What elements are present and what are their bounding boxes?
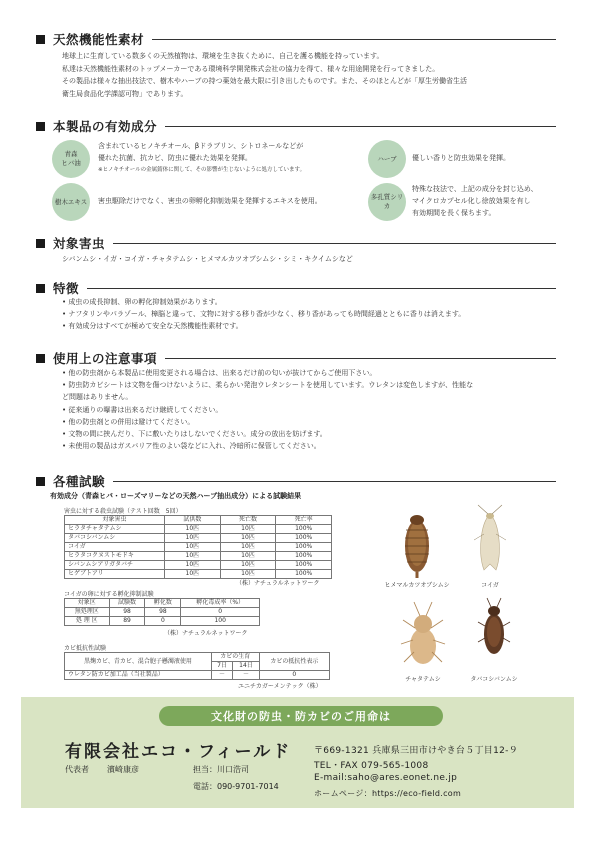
ingredient-desc-herb — [412, 152, 510, 164]
list-item: • 他の防虫剤から本製品に使用変更される場合は、出来るだけ前の匂いが抜けてからご使用下さい。 — [62, 367, 473, 379]
table-cell: 10匹 — [165, 561, 221, 570]
badge-label: ヒバ油 — [61, 159, 81, 167]
ingredient-badge-hiba — [52, 140, 90, 178]
section-title: 対象害虫 — [53, 236, 106, 251]
heading-rule — [152, 39, 556, 40]
section-tests-heading — [36, 472, 556, 490]
column-header: 孵化毒成率（%） — [181, 599, 260, 608]
continued-text: ど問題はありません。 — [62, 393, 133, 402]
contact-person: 担当：川口浩司 — [193, 765, 249, 774]
egg-test-source: （株）ナチュラルネットワーク — [164, 630, 248, 637]
table-cell: 100% — [276, 561, 332, 570]
table-row — [65, 561, 332, 570]
company-name: 有限会社エコ・フィールド — [65, 742, 292, 762]
column-header: カビの生育 — [211, 653, 259, 662]
ingredient-badge-silica — [368, 183, 406, 221]
section-ingredients-heading — [36, 117, 556, 135]
table-cell: シバンムシアリガタバチ — [65, 561, 165, 570]
table-cell: 100% — [276, 543, 332, 552]
pests-text — [62, 253, 353, 266]
desc-line: 特殊な技法で、上記の成分を封じ込め、 — [412, 185, 538, 193]
tests-subtitle: 有効成分（青森ヒバ・ローズマリーなどの天然ハーブ抽出成分）による試験結果 — [50, 492, 302, 500]
desc-line: マイクロカプセル化し徐放効果を有し — [412, 197, 531, 205]
table-cell: 0 — [259, 671, 329, 680]
list-item: • 有効成分はすべてが極めて安全な天然機能性素材です。 — [62, 320, 465, 332]
footer-banner: 文化財の防虫・防カビのご用命は — [159, 706, 443, 726]
natural-paragraph — [62, 50, 467, 100]
list-item: • 未使用の製品はガスバリア性のよい袋などに入れ、冷暗所に保管してください。 — [62, 440, 473, 452]
egg-test-caption: コイガの卵に対する孵化抑制試験 — [64, 591, 154, 598]
email-link[interactable]: E-mail:saho@ares.eonet.ne.jp — [314, 773, 458, 783]
paragraph-line: その製品は様々な抽出技法で、樹木やハーブの持つ薬効を最大限に引き出したものです。また、そのほとんどが「厚生労働省生活 — [62, 77, 467, 85]
desc-line: 有効期間を長く保ちます。 — [412, 209, 496, 217]
column-header: 7日 — [211, 662, 233, 671]
cautions-list — [62, 367, 473, 452]
list-item-continued — [62, 391, 473, 403]
table-cell: 89 — [109, 617, 145, 626]
mold-test-source: ユニチカガーメンテック（株） — [238, 683, 322, 690]
table-cell: 無処理区 — [65, 608, 110, 617]
ingredient-badge-herb — [368, 140, 406, 178]
desc-line: 含まれているヒノキチオール、βドラブリン、シトロネールなどが — [98, 142, 304, 150]
heading-rule — [165, 126, 556, 127]
table-cell: 10匹 — [165, 552, 221, 561]
badge-label: 青森 — [64, 150, 78, 158]
column-header: 死亡率 — [276, 516, 332, 525]
table-cell: 10匹 — [165, 543, 221, 552]
table-cell: － — [211, 671, 233, 680]
egg-test-table — [64, 598, 260, 626]
table-cell: 100 — [181, 617, 260, 626]
desc-line: 優しい香りと防虫効果を発揮。 — [412, 154, 510, 162]
table-cell: 0 — [145, 617, 181, 626]
table-cell: ヒラタチャタテムシ — [65, 525, 165, 534]
table-cell: ヒラタコクヌストモドキ — [65, 552, 165, 561]
rep-label: 代表者 — [65, 765, 89, 774]
insect-label: タバコシバンムシ — [470, 676, 518, 683]
table-row — [65, 608, 260, 617]
mold-test-table — [64, 652, 330, 680]
table-cell: タバコシバンムシ — [65, 534, 165, 543]
table-cell: 10匹 — [220, 570, 276, 579]
table-header-row — [65, 516, 332, 525]
column-header: 14日 — [233, 662, 259, 671]
insect-label: チャタテムシ — [405, 676, 441, 683]
kill-test-caption: 害虫に対する殺虫試験（テスト回数 5回） — [64, 508, 182, 515]
tel-fax: TEL・FAX 079-565-1008 — [314, 761, 429, 771]
table-cell: 10匹 — [220, 543, 276, 552]
square-bullet-icon — [36, 284, 45, 293]
table-row — [65, 525, 332, 534]
ingredient-badge-tree-extract — [52, 183, 90, 221]
section-title: 本製品の有効成分 — [53, 119, 158, 134]
table-cell: 10匹 — [165, 534, 221, 543]
table-cell: 0 — [181, 608, 260, 617]
table-cell: 10匹 — [220, 552, 276, 561]
column-header: カビの抵抗性表示 — [259, 653, 329, 671]
address: 〒669-1321 兵庫県三田市けやき台５丁目12-９ — [314, 746, 518, 756]
ingredient-desc-silica — [412, 183, 538, 219]
paragraph-line: 地球上に生育している数多くの天然植物は、環境を生き抜くために、自己を護る機能を持っています。 — [62, 52, 384, 60]
list-item: • ナフタリンやパラゾール、樟脳と違って、文物に対する移り香が少なく、移り香があっても時間経過とともに香りは消えます。 — [62, 308, 465, 320]
paragraph-line: 私達は天然機能性素材のトップメーカーである環境科学開発株式会社の協力を得て、様々な用途開発を行ってきました。 — [62, 64, 440, 73]
section-cautions-heading — [36, 349, 556, 367]
moth-image — [470, 504, 510, 576]
desc-line: 優れた抗菌、抗カビ、防虫に優れた効果を発揮。 — [98, 154, 252, 162]
section-natural-heading — [36, 30, 556, 48]
table-row — [65, 534, 332, 543]
square-bullet-icon — [36, 239, 45, 248]
kill-test-source: （株）ナチュラルネットワーク — [236, 580, 320, 587]
section-pests-heading — [36, 234, 556, 252]
tobacco-beetle-image — [477, 596, 511, 664]
list-item: • 従来通りの曝書は出来るだけ継続してください。 — [62, 404, 473, 416]
column-header: 対象区 — [65, 599, 110, 608]
square-bullet-icon — [36, 477, 45, 486]
kill-test-table — [64, 515, 332, 579]
booklouse-image — [398, 600, 448, 672]
table-cell: 10匹 — [165, 525, 221, 534]
section-title: 使用上の注意事項 — [53, 351, 158, 366]
insect-label: ヒメマルカツオブシムシ — [384, 582, 450, 589]
ingredient-desc-hiba — [98, 140, 305, 176]
website-link[interactable]: ホームページ：https://eco-field.com — [314, 789, 462, 798]
mold-test-caption: カビ抵抗性試験 — [64, 645, 107, 652]
phone-number: 電話：090-9701-7014 — [193, 782, 279, 791]
column-header: 試供数 — [165, 516, 221, 525]
badge-label: 多孔質シリカ — [370, 193, 404, 210]
paragraph-line: シバンムシ・イガ・コイガ・チャタテムシ・ヒメマルカツオブシムシ・シミ・キクイムシなど — [62, 255, 353, 263]
list-item: • 文物の間に挟んだり、下に敷いたりはしないでください。成分の放出を妨げます。 — [62, 428, 473, 440]
badge-label: ハーブ — [377, 154, 397, 163]
column-header: 試験数 — [109, 599, 145, 608]
list-item: • 他の防虫剤との併用は避けてください。 — [62, 416, 473, 428]
table-cell: コイガ — [65, 543, 165, 552]
beetle-larva-image — [392, 508, 442, 578]
section-features-heading — [36, 279, 556, 297]
square-bullet-icon — [36, 35, 45, 44]
ingredient-desc-tree-extract — [98, 195, 322, 207]
column-header: 孵化数 — [145, 599, 181, 608]
table-row — [65, 552, 332, 561]
list-item: • 防虫防カビシートは文物を傷つけないように、柔らかい発泡ウレタンシートを使用しています。ウレタンは変色しますが、性能な — [62, 379, 473, 391]
table-row — [65, 543, 332, 552]
table-cell: 10匹 — [220, 534, 276, 543]
heading-rule — [87, 288, 556, 289]
table-header-row — [65, 599, 260, 608]
table-cell: 100% — [276, 570, 332, 579]
table-cell: 98 — [145, 608, 181, 617]
column-header: 対象害虫 — [65, 516, 165, 525]
column-header: 黒麹カビ、青カビ、混合胞子懸濁液使用 — [65, 653, 212, 671]
desc-note: ※ヒノキチオールの金属錆体に関して、その影響が生じないように処方しています。 — [98, 167, 306, 173]
column-header: 死亡数 — [220, 516, 276, 525]
badge-label: 樹木エキス — [54, 197, 88, 206]
square-bullet-icon — [36, 122, 45, 131]
table-cell: 98 — [109, 608, 145, 617]
table-cell: 100% — [276, 552, 332, 561]
table-cell: 100% — [276, 525, 332, 534]
heading-rule — [113, 481, 556, 482]
section-title: 特徴 — [53, 281, 80, 296]
rep-name: 濱崎康彦 — [107, 765, 139, 774]
table-header-row — [65, 653, 330, 662]
table-cell: ウレタン防カビ加工品（当社製品） — [65, 671, 212, 680]
table-cell: 10匹 — [165, 570, 221, 579]
table-cell: 100% — [276, 534, 332, 543]
heading-rule — [165, 358, 556, 359]
list-item: • 成虫の成長抑制、卵の孵化抑制効果があります。 — [62, 296, 465, 308]
features-list — [62, 296, 465, 333]
section-title: 天然機能性素材 — [53, 32, 145, 47]
section-title: 各種試験 — [53, 474, 106, 489]
paragraph-line: 衛生局食品化学課認可物」であります。 — [62, 89, 188, 98]
table-cell: 10匹 — [220, 561, 276, 570]
table-cell: ヒゲブトアリ — [65, 570, 165, 579]
heading-rule — [113, 243, 556, 244]
table-cell: 10匹 — [220, 525, 276, 534]
table-cell: － — [233, 671, 259, 680]
table-row — [65, 671, 330, 680]
table-row — [65, 617, 260, 626]
desc-line: 害虫駆除だけでなく、害虫の卵孵化抑制効果を発揮するエキスを使用。 — [98, 197, 322, 205]
square-bullet-icon — [36, 354, 45, 363]
table-cell: 処 理 区 — [65, 617, 110, 626]
footer-contact-panel — [21, 697, 574, 808]
insect-label: コイガ — [481, 582, 499, 589]
